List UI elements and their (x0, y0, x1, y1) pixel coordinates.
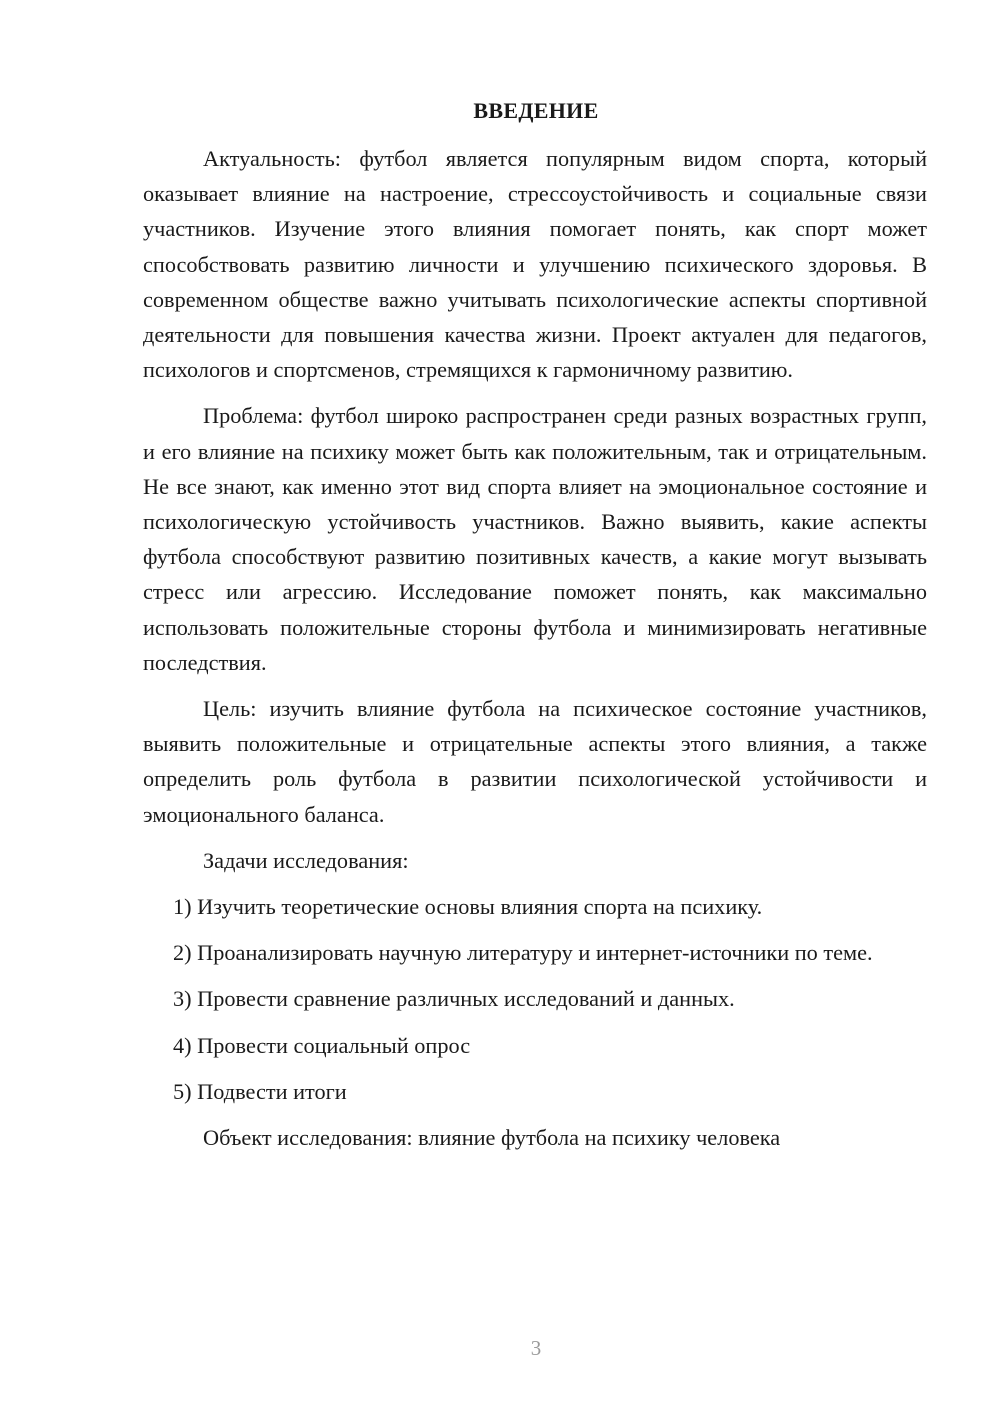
task-item: 4) Провести социальный опрос (173, 1032, 471, 1058)
page-number: 3 (530, 1336, 542, 1360)
task-item: 2) Проанализировать научную литературу и интернет-источники по теме. (173, 940, 873, 966)
task-item: 5) Подвести итоги (173, 1078, 347, 1104)
tasks-heading: Задачи исследования: (203, 847, 409, 873)
paragraph-relevance: Актуальность: футбол является популярным видом спорта, который оказывает влияние на настроение, стрессоустойчивость и социальные связи участников. Изучение этого влияния помогает понять, как спорт может способствовать развитию личности и улучшению психического здоровья. В современном обществе важно учитывать психологические аспекты спортивной деятельности для повышения качества жизни. Проект актуален для педагогов, психологов и спортсменов, стремящихся к гармоничному развитию. (143, 146, 927, 383)
paragraph-problem: Проблема: футбол широко распространен среди разных возрастных групп, и его влияние на психику может быть как положительным, так и отрицательным. Не все знают, как именно этот вид спорта влияет на эмоциональное состояние и психологическую устойчивость участников. Важно выявить, какие аспекты футбола способствуют развитию позитивных качеств, а какие могут вызывать стресс или агрессию. Исследование поможет понять, как максимально использовать положительные стороны футбола и минимизировать негативные последствия. (143, 403, 927, 675)
task-item: 1) Изучить теоретические основы влияния спорта на психику. (173, 894, 763, 920)
task-item: 3) Провести сравнение различных исследований и данных. (173, 986, 735, 1012)
paragraph-goal: Цель: изучить влияние футбола на психическое состояние участников, выявить положительные и отрицательные аспекты этого влияния, а также определить роль футбола в развитии психологической устойчивости и эмоционального баланса. (143, 696, 927, 827)
paragraph-object: Объект исследования: влияние футбола на психику человека (203, 1125, 781, 1151)
body-text (143, 141, 927, 1155)
section-title: ВВЕДЕНИЕ (473, 98, 599, 123)
